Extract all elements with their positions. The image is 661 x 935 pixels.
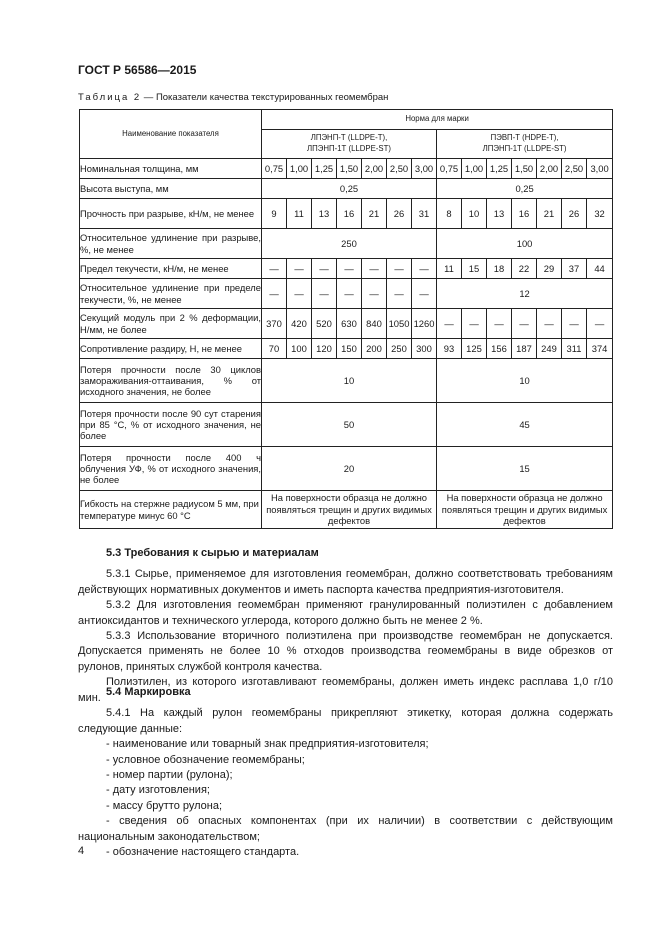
table-row [80,309,613,339]
merged-value-cell: 100 [437,229,613,259]
merged-value-cell: 20 [262,447,437,491]
paragraph-melt-index: Полиэтилен, из которого изготавливают геомембраны, должен иметь индекс расплава 1,0 г/10 мин. [78,676,613,704]
grade-b-line-2: ЛПЭНП-1Т (LLDPE-ST) [482,144,567,153]
grade-a-line-1: ЛПЭНП-Т (LLDPE-T), [310,133,388,143]
value-cell: — [262,259,287,279]
table-row [80,359,613,403]
value-cell: 9 [262,199,287,229]
thickness-cell: 0,75 [437,159,462,179]
list-item: - условное обозначение геомембраны; [106,753,305,766]
value-cell: 100 [287,339,312,359]
row-label: Гибкость на стержне радиусом 5 мм, при температуре минус 60 °С [80,491,262,529]
merged-value-cell: 0,25 [437,179,613,199]
grade-b-line-1: ПЭВП-Т (HDPE-T), [490,133,559,143]
value-cell: 200 [362,339,387,359]
value-cell: 311 [562,339,587,359]
row-label: Относительное удлинение при пределе текучести, %, не менее [80,279,262,309]
value-cell: 125 [462,339,487,359]
value-cell: 32 [587,199,613,229]
value-cell: — [287,279,312,309]
value-cell: — [462,309,487,339]
value-cell: — [437,309,462,339]
value-cell: 187 [512,339,537,359]
value-cell: — [412,259,437,279]
value-cell: 120 [312,339,337,359]
value-cell: 370 [262,309,287,339]
value-cell: 70 [262,339,287,359]
paragraph-5-4-1: 5.4.1 На каждый рулон геомембраны прикрепляют этикетку, которая должна содержать следующие данные: [78,707,613,735]
paragraph-5-3-1: 5.3.1 Сырье, применяемое для изготовления геомембран, должно соответствовать требованиям действующих нормативных документов и иметь паспорта качества предприятия-изготовителя. [78,568,613,596]
value-cell: — [487,309,512,339]
paragraph-5-3-3: 5.3.3 Использование вторичного полиэтилена при производстве геомембран не допускается. Допускается применять не более 10 % отходов производства геомембраны в виде обрезков от рулонов, принятых службой контроля качества. [78,630,613,673]
merged-value-cell: На поверхности образца не должно появляться трещин и других видимых дефектов [262,491,437,529]
column-header-norm: Норма для марки [262,110,613,130]
list-item: - дату изготовления; [106,784,210,797]
merged-value-cell: 15 [437,447,613,491]
table-row [80,339,613,359]
value-cell: 44 [587,259,613,279]
value-cell: — [387,259,412,279]
value-cell: 31 [412,199,437,229]
value-cell: 21 [537,199,562,229]
table-row [80,491,613,529]
list-item: - массу брутто рулона; [106,799,223,812]
value-cell: — [562,309,587,339]
list-item: - обозначение настоящего стандарта. [106,846,300,859]
value-cell: — [312,279,337,309]
table-caption-lead: Таблица 2 [78,92,142,103]
table-caption [78,92,388,103]
page-number: 4 [78,845,85,857]
row-label: Высота выступа, мм [80,179,262,199]
merged-value-cell: На поверхности образца не должно появляться трещин и других видимых дефектов [437,491,613,529]
thickness-cell: 2,00 [537,159,562,179]
value-cell: 840 [362,309,387,339]
table-row [80,447,613,491]
section-5-4-title: 5.4 Маркировка [106,686,191,698]
value-cell: — [512,309,537,339]
value-cell: 8 [437,199,462,229]
table-row [80,229,613,259]
thickness-cell: 1,50 [512,159,537,179]
merged-value-cell: 45 [437,403,613,447]
value-cell: 29 [537,259,562,279]
table-caption-text: — Показатели качества текстурированных геомембран [141,92,389,103]
value-cell: — [362,259,387,279]
value-cell: 250 [387,339,412,359]
page-header: ГОСТ Р 56586—2015 [78,63,197,77]
thickness-cell: 0,75 [262,159,287,179]
value-cell: 22 [512,259,537,279]
grade-a-line-2: ЛПЭНП-1Т (LLDPE-ST) [307,144,391,153]
value-cell: 26 [387,199,412,229]
thickness-cell: 3,00 [587,159,613,179]
row-label: Сопротивление раздиру, Н, не менее [80,339,262,359]
row-label: Предел текучести, кН/м, не менее [80,259,262,279]
value-cell: 26 [562,199,587,229]
row-label: Потеря прочности после 400 ч облучения УФ, % от исходного значения, не более [80,447,262,491]
value-cell: — [587,309,613,339]
value-cell: 150 [337,339,362,359]
merged-value-cell: 10 [437,359,613,403]
value-cell: 16 [337,199,362,229]
value-cell: 11 [437,259,462,279]
table-row [80,259,613,279]
thickness-cell: 2,50 [387,159,412,179]
value-cell: 630 [337,309,362,339]
grade-b-header [437,130,613,159]
value-cell: 11 [287,199,312,229]
row-label: Относительное удлинение при разрыве, %, не менее [80,229,262,259]
value-cell: 249 [537,339,562,359]
value-cell: — [312,259,337,279]
thickness-cell: 2,50 [562,159,587,179]
paragraph-5-3-2: 5.3.2 Для изготовления геомембран применяют гранулированный полиэтилен с добавлением антиоксидантов и технического углерода, которого должно быть не менее 2 %. [78,599,613,627]
section-5-3-title: 5.3 Требования к сырью и материалам [106,547,319,559]
quality-table [79,109,613,529]
value-cell: 37 [562,259,587,279]
value-cell: — [287,259,312,279]
value-cell: 13 [487,199,512,229]
merged-value-cell: 0,25 [262,179,437,199]
row-label: Потеря прочности после 30 циклов замораживания-оттаивания, % от исходного значения, не более [80,359,262,403]
value-cell: 15 [462,259,487,279]
table-row [80,279,613,309]
merged-value-cell: 250 [262,229,437,259]
row-label: Прочность при разрыве, кН/м, не менее [80,199,262,229]
thickness-cell: 1,25 [312,159,337,179]
value-cell: 10 [462,199,487,229]
list-item: - наименование или товарный знак предприятия-изготовителя; [106,738,429,751]
value-cell: 1050 [387,309,412,339]
list-item: - сведения об опасных компонентах (при их наличии) в соответствии с действующим национальным законодательством; [78,815,613,843]
table-row [80,403,613,447]
value-cell: 93 [437,339,462,359]
value-cell: 300 [412,339,437,359]
value-cell: — [387,279,412,309]
thickness-cell: 1,25 [487,159,512,179]
value-cell: 1260 [412,309,437,339]
merged-value-cell: 50 [262,403,437,447]
value-cell: 374 [587,339,613,359]
value-cell: 520 [312,309,337,339]
thickness-cell: 1,50 [337,159,362,179]
value-cell: — [412,279,437,309]
value-cell: — [337,279,362,309]
value-cell: 21 [362,199,387,229]
value-cell: 18 [487,259,512,279]
value-cell: — [362,279,387,309]
value-cell: — [337,259,362,279]
thickness-cell: 2,00 [362,159,387,179]
value-cell: 420 [287,309,312,339]
thickness-cell: 1,00 [287,159,312,179]
row-label: Потеря прочности после 90 сут старения при 85 °С, % от исходного значения, не более [80,403,262,447]
value-cell: 13 [312,199,337,229]
value-cell: 156 [487,339,512,359]
list-item: - номер партии (рулона); [106,769,233,782]
section-5-3 [0,546,661,706]
row-label: Секущий модуль при 2 % деформации, Н/мм, не более [80,309,262,339]
thickness-cell: 1,00 [462,159,487,179]
value-cell: — [262,279,287,309]
merged-value-cell: 12 [437,279,613,309]
table-row [80,199,613,229]
column-header-parameter: Наименование показателя [80,110,262,159]
table-row [80,179,613,199]
value-cell: 16 [512,199,537,229]
grade-a-header [262,130,437,159]
value-cell: — [537,309,562,339]
thickness-cell: 3,00 [412,159,437,179]
row-label-thickness: Номинальная толщина, мм [80,159,262,179]
merged-value-cell: 10 [262,359,437,403]
section-5-4 [0,685,661,860]
